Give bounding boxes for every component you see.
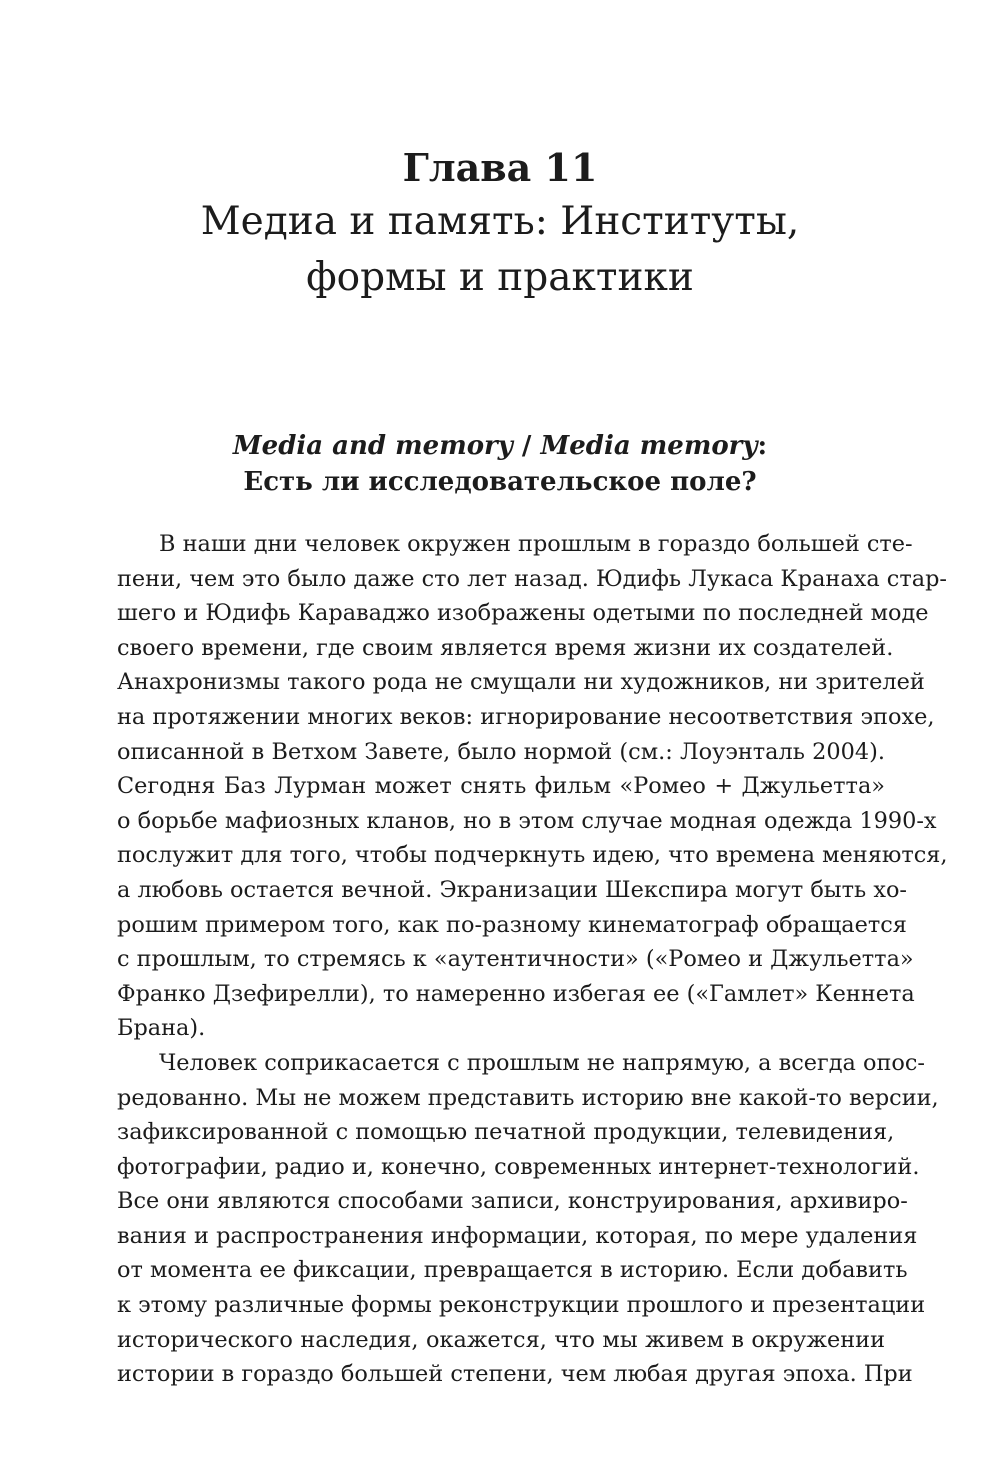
- text-line: шего и Юдифь Караваджо изображены одетыми по последней моде: [117, 600, 929, 627]
- text-line: своего времени, где своим является время жизни их создателей.: [117, 634, 894, 661]
- text-line: на протяжении многих веков: игнорирование несоответствия эпохе,: [117, 703, 935, 730]
- section-title-italic-1: Media and memory: [232, 431, 513, 461]
- text-line: исторического наследия, окажется, что мы живем в окружении: [117, 1326, 885, 1353]
- text-line: от момента ее фиксации, превращается в историю. Если добавить: [117, 1257, 908, 1284]
- text-line: фотографии, радио и, конечно, современных интернет-технологий.: [117, 1153, 920, 1180]
- text-line: описанной в Ветхом Завете, было нормой (см.: Лоуэнталь 2004).: [117, 738, 885, 765]
- text-line: с прошлым, то стремясь к «аутентичности» («Ромео и Джульетта»: [117, 946, 914, 973]
- text-line: рошим примером того, как по-разному кинематограф обращается: [117, 911, 907, 938]
- chapter-title-line-1: Медиа и память: Институты,: [200, 199, 800, 244]
- text-line: В наши дни человек окружен прошлым в гораздо большей сте-: [159, 531, 913, 557]
- section-heading: [0, 428, 1000, 500]
- text-line: к этому различные формы реконструкции прошлого и презентации: [117, 1292, 926, 1319]
- text-line: зафиксированной с помощью печатной продукции, телевидения,: [117, 1119, 895, 1146]
- text-line: Брана).: [117, 1015, 206, 1042]
- chapter-header: [0, 142, 1000, 306]
- section-heading-line-2: Есть ли исследовательское поле?: [243, 467, 757, 497]
- text-line: вания и распространения информации, которая, по мере удаления: [117, 1222, 918, 1249]
- body-text: [117, 527, 948, 1392]
- section-title-colon: :: [757, 431, 768, 461]
- chapter-number: Глава 11: [402, 145, 598, 190]
- section-title-separator: /: [512, 431, 541, 461]
- text-line: редованно. Мы не можем представить историю вне какой-то версии,: [117, 1084, 939, 1111]
- section-title-italic-2: Media memory: [540, 431, 758, 461]
- text-line: Франко Дзефирелли), то намеренно избегая ее («Гамлет» Кеннета: [117, 980, 915, 1007]
- text-line: пени, чем это было даже сто лет назад. Юдифь Лукаса Кранаха стар-: [117, 565, 947, 592]
- chapter-title-line-2: формы и практики: [306, 255, 694, 300]
- text-line: Все они являются способами записи, конструирования, архивиро-: [117, 1188, 908, 1215]
- text-line: Сегодня Баз Лурман может снять фильм «Ромео + Джульетта»: [117, 773, 885, 800]
- text-line: Человек соприкасается с прошлым не напрямую, а всегда опос-: [159, 1049, 925, 1076]
- text-line: а любовь остается вечной. Экранизации Шекспира могут быть хо-: [117, 876, 907, 903]
- paragraph-2: [117, 1046, 939, 1392]
- text-line: послужит для того, чтобы подчеркнуть идею, что времена меняются,: [117, 842, 948, 869]
- text-line: о борьбе мафиозных кланов, но в этом случае модная одежда 1990-х: [117, 807, 937, 834]
- text-line: Анахронизмы такого рода не смущали ни художников, ни зрителей: [117, 669, 925, 696]
- section-heading-line-1: [0, 428, 1000, 464]
- paragraph-1: [117, 527, 948, 1046]
- text-line: истории в гораздо большей степени, чем любая другая эпоха. При: [117, 1361, 913, 1388]
